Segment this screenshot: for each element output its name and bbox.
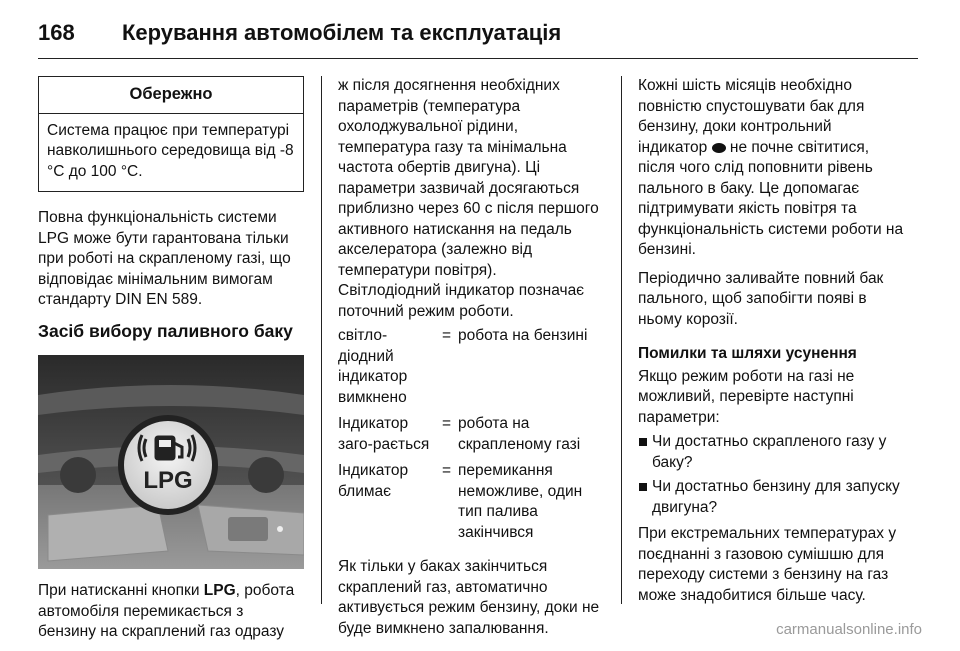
- paragraph: Періодично заливайте повний бак пального, щоб запобігти появі в ньому корозії.: [638, 269, 884, 328]
- paragraph: Світлодіодний індикатор позначає поточний режим роботи.: [338, 282, 585, 320]
- paragraph: Кожні шість місяців необхідно повністю спустошувати бак для бензину, доки контрольний індикатор не почне світитися, після чого слід поповнити рівень пального в баку. Це допомагає підтримувати якість повітря та функціональність системи роботи на бензині.: [638, 77, 904, 258]
- warning-box: [38, 76, 304, 192]
- column-divider: [621, 76, 622, 604]
- table-row: Індикатор заго-рається = робота на скрапленому газі: [338, 415, 581, 453]
- lpg-label: LPG: [203, 582, 236, 599]
- lpg-button-photo: [38, 355, 304, 569]
- page-header: [38, 10, 918, 59]
- table-row: Індикатор блимає = перемикання неможливе, один тип палива закінчився: [338, 462, 583, 541]
- subheading: Помилки та шляхи усунення: [638, 345, 857, 362]
- warning-text: Система працює при температурі навколишнього середовища від -8 °C до 100 °C.: [47, 121, 294, 180]
- indicator-state-table: [338, 326, 604, 543]
- paragraph: При натисканні кнопки LPG, робота автомобіля перемикається з бензину на скраплений газ одразу: [38, 582, 295, 640]
- column-divider: [321, 76, 322, 604]
- check-list: [638, 432, 904, 518]
- paragraph: При екстремальних температурах у поєднанні з газовою сумішшю для переходу системи з бензину на газ може знадобитися більше часу.: [638, 525, 897, 604]
- paragraph: Повна функціональність системи LPG може бути гарантована тільки при роботі на скрапленому газі, що відповідає мінімальним вимогам стандарту DIN EN 589.: [38, 209, 291, 308]
- paragraph: Як тільки у баках закінчиться скраплений газ, автоматично активується режим бензину, доки не буде вимкнено запалювання.: [338, 558, 600, 637]
- column-3: [638, 76, 904, 614]
- indicator-lamp-icon: [712, 143, 726, 153]
- column-2: [338, 76, 604, 647]
- lpg-button-label: LPG: [143, 467, 193, 494]
- list-item: Чи достатньо скрапленого газу у баку?: [638, 432, 904, 473]
- page-number: 168: [38, 20, 75, 45]
- column-1: [38, 76, 304, 651]
- watermark: carmanualsonline.info: [776, 621, 922, 638]
- section-title: Засіб вибору паливного баку: [38, 320, 293, 341]
- page-title: Керування автомобілем та експлуатація: [122, 20, 562, 45]
- table-row: світло-діодний індикатор вимкнено = робота на бензині: [338, 327, 588, 406]
- paragraph: ж після досягнення необхідних параметрів (температура охолоджувальної рідини, температура газу та мінімальна частота обертів двигуна). Ці параметри зазвичай досягаються приблизно через 60 с після першого активного натискання на педаль акселератора (залежно від температури повітря).: [338, 77, 599, 279]
- paragraph: Якщо режим роботи на газі не можливий, перевірте наступні параметри:: [638, 367, 855, 426]
- list-item: Чи достатньо бензину для запуску двигуна?: [638, 477, 904, 518]
- warning-title: Обережно: [39, 77, 303, 114]
